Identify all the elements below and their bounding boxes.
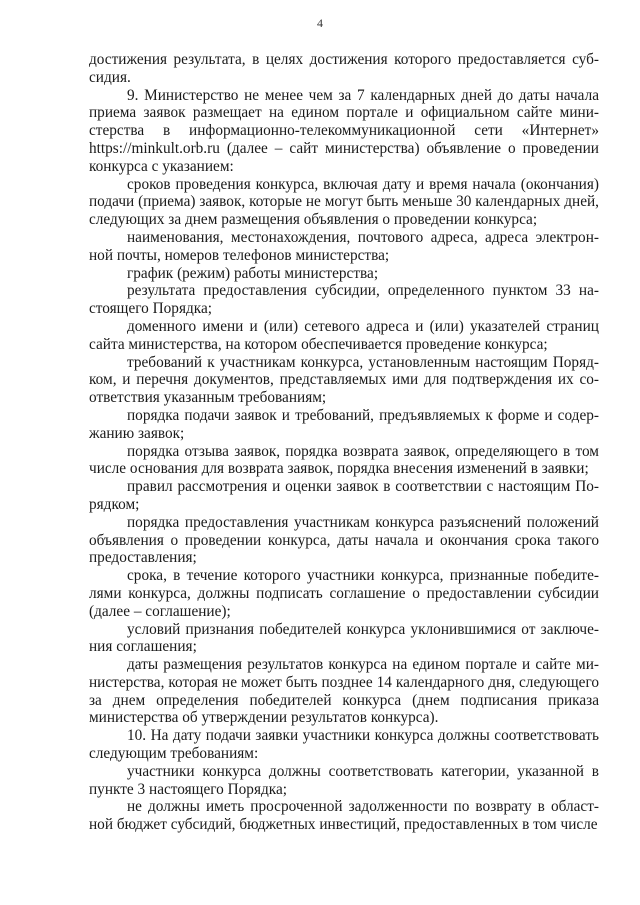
list-item: порядка отзыва заявок, порядка возврата заявок, определяющего в том числе основания для возврата заявок, порядка внесения изменений в заявки; <box>89 442 599 478</box>
list-item: порядка предоставления участникам конкурса разъяснений положений объявления о проведении конкурса, даты начала и окончания срока такого предоставления; <box>89 513 599 567</box>
page-number: 4 <box>317 16 323 30</box>
list-item: участники конкурса должны соответствовать категории, указанной в пункте 3 настоящего Порядка; <box>89 762 599 798</box>
paragraph-item-10: 10. На дату подачи заявки участники конкурса должны соответствовать следующим требованиям: <box>89 727 599 763</box>
body-text <box>89 51 599 834</box>
list-item: график (режим) работы министерства; <box>127 264 379 282</box>
list-item: условий признания победителей конкурса уклонившимися от заключения соглашения; <box>89 620 599 656</box>
paragraph-continuation: достижения результата, в целях достижения которого предоставляется субсидия. <box>89 51 599 86</box>
list-item: не должны иметь просроченной задолженности по возврату в областной бюджет субсидий, бюджетных инвестиций, предоставленных в том числе <box>89 798 599 834</box>
list-item: доменного имени и (или) сетевого адреса и (или) указателей страниц сайта министерства, на котором обеспечивается проведение конкурса; <box>89 317 599 353</box>
list-item: даты размещения результатов конкурса на едином портале и сайте министерства, которая не может быть позднее 14 календарного дня, следующего за днем определения победителей конкурса (днем подписания приказа министерства об утверждении результатов конкурса). <box>89 656 599 727</box>
list-item: требований к участникам конкурса, установленным настоящим Порядком, и перечня документов, представляемых ими для подтверждения их соответствия указанным требованиям; <box>89 353 599 407</box>
paragraph-item-9: 9. Министерство не менее чем за 7 календарных дней до даты начала приема заявок размещает на едином портале и официальном сайте министерства в информационно-телекоммуникационной сети «Интернет» https://minkult.orb.ru (далее – сайт министерства) объявление о проведении конкурса с указанием: <box>89 86 599 175</box>
list-item: срока, в течение которого участники конкурса, признанные победителями конкурса, должны подписать соглашение о предоставлении субсидии (далее – соглашение); <box>89 567 599 620</box>
list-item: правил рассмотрения и оценки заявок в соответствии с настоящим Порядком; <box>89 478 599 513</box>
list-item: порядка подачи заявок и требований, предъявляемых к форме и содержанию заявок; <box>89 406 599 442</box>
list-item: сроков проведения конкурса, включая дату и время начала (окончания) подачи (приема) заявок, которые не могут быть меньше 30 календарных дней, следующих за днем размещения объявления о проведении конкурса; <box>89 175 599 229</box>
list-item: результата предоставления субсидии, определенного пунктом 33 настоящего Порядка; <box>89 282 599 318</box>
list-item: наименования, местонахождения, почтового адреса, адреса электронной почты, номеров телефонов министерства; <box>89 228 599 264</box>
